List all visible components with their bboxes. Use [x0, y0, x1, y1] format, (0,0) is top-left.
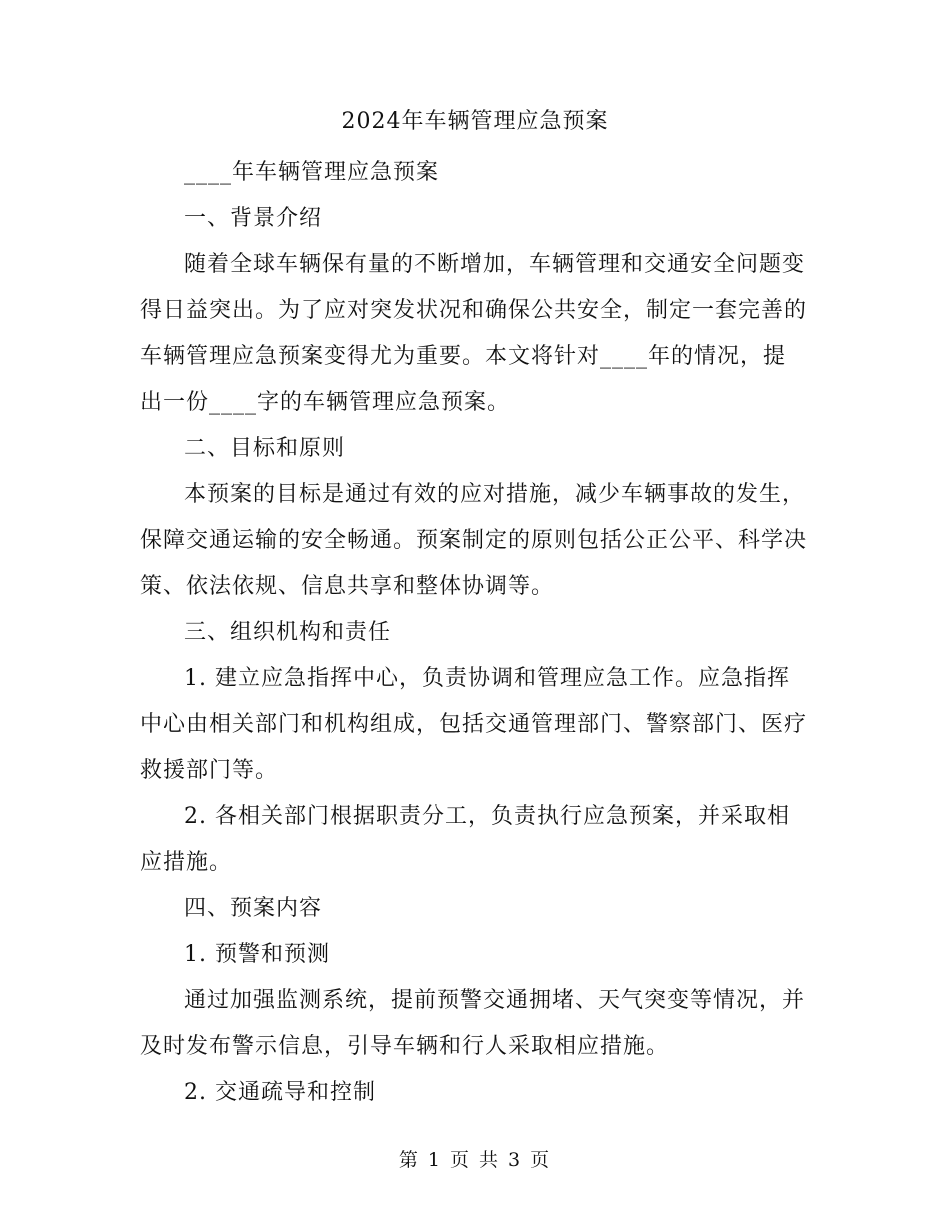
- content-item-1-paragraph: 通过加强监测系统，提前预警交通拥堵、天气突变等情况，并及时发布警示信息，引导车辆和行人采取相应措施。: [140, 988, 806, 1059]
- page-number-footer: 第 1 页 共 3 页: [398, 1149, 552, 1171]
- organization-item-1: 1. 建立应急指挥中心，负责协调和管理应急工作。应急指挥中心由相关部门和机构组成，包括交通管理部门、警察部门、医疗救援部门等。: [140, 666, 808, 783]
- goals-paragraph: 本预案的目标是通过有效的应对措施，减少车辆事故的发生，保障交通运输的安全畅通。预案制定的原则包括公正公平、科学决策、依法依规、信息共享和整体协调等。: [140, 482, 808, 599]
- organization-item-2: 2. 各相关部门根据职责分工，负责执行应急预案，并采取相应措施。: [140, 804, 790, 875]
- subtitle-paragraph: ____年车辆管理应急预案: [184, 160, 440, 185]
- document-title: 2024年车辆管理应急预案: [341, 109, 609, 134]
- content-item-2-heading: 2. 交通疏导和控制: [184, 1080, 376, 1105]
- section-heading-organization: 三、组织机构和责任: [184, 620, 392, 645]
- document-body: [140, 150, 808, 1116]
- background-paragraph: 随着全球车辆保有量的不断增加，车辆管理和交通安全问题变得日益突出。为了应对突发状况和确保公共安全，制定一套完善的车辆管理应急预案变得尤为重要。本文将针对____年的情况，提出一份____字的车辆管理应急预案。: [140, 252, 808, 415]
- content-item-1-heading: 1. 预警和预测: [184, 942, 330, 967]
- section-heading-goals: 二、目标和原则: [184, 436, 346, 461]
- section-heading-content: 四、预案内容: [184, 896, 323, 921]
- section-heading-background: 一、背景介绍: [184, 206, 323, 231]
